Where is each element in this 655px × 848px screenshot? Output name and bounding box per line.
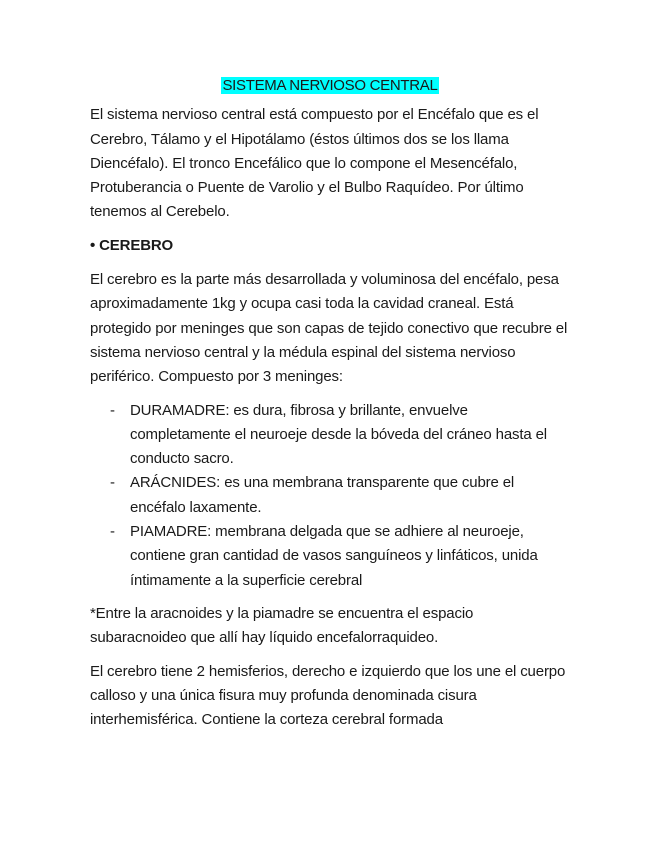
document-title: SISTEMA NERVIOSO CENTRAL bbox=[222, 77, 438, 94]
section-heading-cerebro: • CEREBRO bbox=[90, 236, 174, 254]
cerebro-paragraph: El cerebro es la parte más desarrollada y voluminosa del encéfalo, pesa aproximadamente 1kg y ocupa casi toda la cavidad craneal. Está protegido por meninges que son capas de tejido conectivo que recubre el sistema nervioso central y la médula espinal del sistema nervioso periférico. Compuesto por 3 meninges: bbox=[90, 271, 568, 386]
list-item-aracnides bbox=[90, 471, 570, 520]
list-dash: - bbox=[110, 474, 115, 492]
meninges-list bbox=[90, 399, 570, 593]
note-paragraph: *Entre la aracnoides y la piamadre se encuentra el espacio subaracnoideo que allí hay líquido encefalorraquideo. bbox=[90, 604, 474, 647]
list-dash: - bbox=[110, 523, 115, 541]
list-item-text: PIAMADRE: membrana delgada que se adhiere al neuroeje, contiene gran cantidad de vasos sanguíneos y linfáticos, unida íntimamente a la superficie cerebral bbox=[130, 523, 538, 589]
list-item-text: ARÁCNIDES: es una membrana transparente que cubre el encéfalo laxamente. bbox=[130, 474, 515, 516]
list-dash: - bbox=[110, 401, 115, 419]
hemispheres-paragraph: El cerebro tiene 2 hemisferios, derecho e izquierdo que los une el cuerpo calloso y una única fisura muy profunda denominada cisura interhemisférica. Contiene la corteza cerebral formada bbox=[90, 662, 566, 729]
list-item-duramadre bbox=[90, 399, 570, 472]
list-item-piamadre bbox=[90, 520, 570, 593]
intro-paragraph: El sistema nervioso central está compuesto por el Encéfalo que es el Cerebro, Tálamo y el Hipotálamo (éstos últimos dos se los llama Diencéfalo). El tronco Encefálico que lo compone el Mesencéfalo, Protuberancia o Puente de Varolio y el Bulbo Raquídeo. Por último tenemos al Cerebelo. bbox=[90, 106, 539, 221]
document-page bbox=[90, 74, 570, 741]
title-line bbox=[90, 74, 570, 98]
list-item-text: DURAMADRE: es dura, fibrosa y brillante, envuelve completamente el neuroeje desde la bóveda del cráneo hasta el conducto sacro. bbox=[130, 401, 547, 468]
